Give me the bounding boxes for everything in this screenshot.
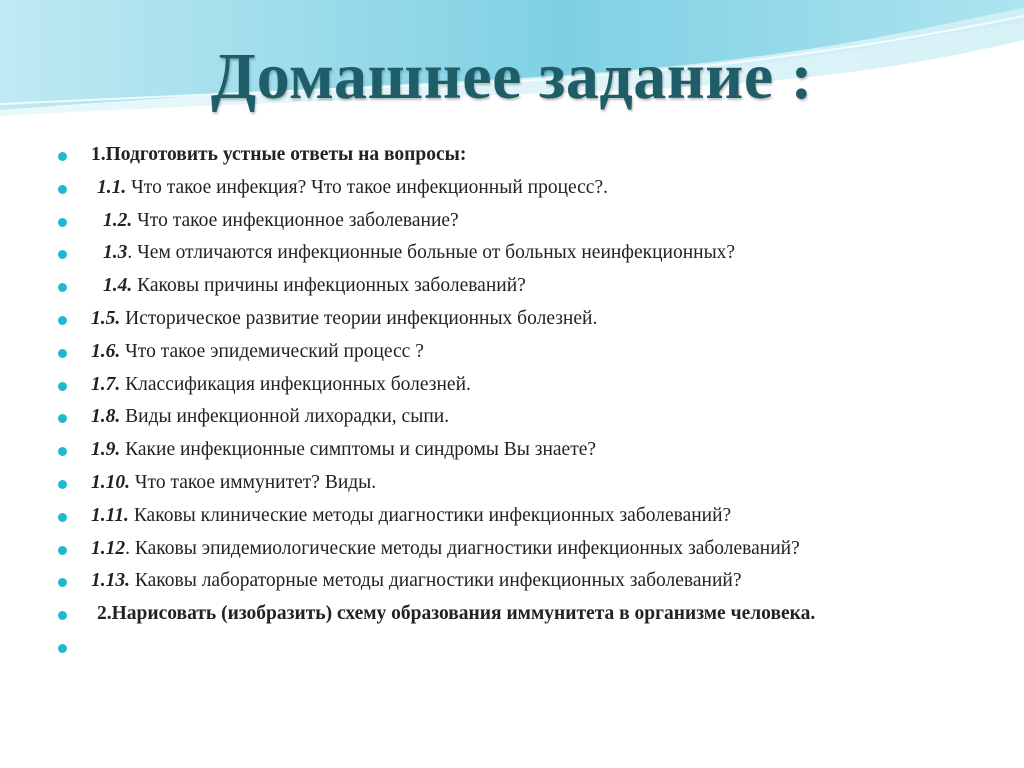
list-item [58, 339, 958, 366]
list-item-content [103, 242, 735, 263]
item-text: Виды инфекционной лихорадки, сыпи. [125, 406, 450, 428]
bullet-icon [58, 546, 67, 555]
bullet-icon [58, 513, 67, 522]
bullet-icon [58, 382, 67, 391]
list-item [58, 568, 958, 595]
list-item-content [97, 177, 608, 198]
bullet-icon [58, 283, 67, 292]
list-item-content [91, 538, 800, 559]
item-text: Какие инфекционные симптомы и синдромы Вы знаете? [125, 439, 597, 461]
item-number: 1.3 [103, 242, 128, 264]
list-item [58, 437, 958, 464]
bullet-icon [58, 414, 67, 423]
list-item [58, 273, 958, 300]
list-item-content [91, 341, 424, 362]
list-item [58, 634, 958, 660]
list-item-content [91, 406, 449, 427]
item-text: Что такое иммунитет? Виды. [134, 471, 377, 493]
list-item-content [91, 308, 597, 329]
item-number: 1.12 [91, 537, 126, 559]
item-number: 1.4. [103, 275, 133, 297]
item-text: Классификация инфекционных болезней. [125, 373, 471, 395]
list-item [58, 503, 958, 530]
list-item [58, 536, 958, 563]
item-text: Что такое эпидемический процесс ? [125, 340, 424, 362]
list-item [58, 175, 958, 202]
item-number: 1.13. [91, 570, 130, 592]
item-number: 1.2. [103, 209, 133, 231]
list-item [58, 601, 958, 628]
list-item-content [91, 570, 742, 591]
list-item-content [103, 275, 526, 296]
bullet-icon [58, 578, 67, 587]
item-number: 1.9. [91, 439, 121, 461]
list-item-content [91, 472, 376, 493]
list-item-content [91, 439, 596, 460]
item-text: 1.Подготовить устные ответы на вопросы: [91, 144, 467, 165]
list-item [58, 404, 958, 431]
item-number: 1.7. [91, 373, 121, 395]
list-item-content [91, 144, 466, 165]
bullet-icon [58, 316, 67, 325]
item-text: . Чем отличаются инфекционные больные от больных неинфекционных? [127, 242, 736, 264]
slide-title: Домашнее задание : [210, 40, 814, 113]
bullet-icon [58, 349, 67, 358]
bullet-icon [58, 250, 67, 259]
bullet-icon [58, 447, 67, 456]
item-number: 1.8. [91, 406, 121, 428]
list-item-content [97, 603, 815, 624]
homework-list [58, 142, 958, 666]
item-text: Каковы клинические методы диагностики инфекционных заболеваний? [133, 504, 732, 526]
item-number: 1.5. [91, 307, 121, 329]
item-number: 1.6. [91, 340, 121, 362]
list-item [58, 306, 958, 333]
bullet-icon [58, 218, 67, 227]
bullet-icon [58, 185, 67, 194]
bullet-icon [58, 152, 67, 161]
item-text: Что такое инфекционное заболевание? [137, 209, 459, 231]
item-number: 1.1. [97, 176, 127, 198]
list-item [58, 240, 958, 267]
item-text: . Каковы эпидемиологические методы диагностики инфекционных заболеваний? [125, 537, 800, 559]
item-text: Каковы причины инфекционных заболеваний? [137, 275, 526, 297]
list-item-content [103, 210, 459, 231]
bullet-icon [58, 611, 67, 620]
list-item [58, 208, 958, 235]
item-number: 1.11. [91, 504, 129, 526]
item-text: Каковы лабораторные методы диагностики инфекционных заболеваний? [134, 570, 742, 592]
item-text: Историческое развитие теории инфекционных болезней. [125, 307, 598, 329]
bullet-icon [58, 644, 67, 653]
item-text: Что такое инфекция? Что такое инфекционный процесс?. [131, 176, 608, 198]
list-item [58, 470, 958, 497]
bullet-icon [58, 480, 67, 489]
list-item-content [91, 505, 731, 526]
item-number: 1.10. [91, 471, 130, 493]
list-item-content [91, 374, 471, 395]
list-item [58, 372, 958, 399]
item-text: 2.Нарисовать (изобразить) схему образования иммунитета в организме человека. [97, 603, 816, 625]
list-item [58, 142, 958, 169]
